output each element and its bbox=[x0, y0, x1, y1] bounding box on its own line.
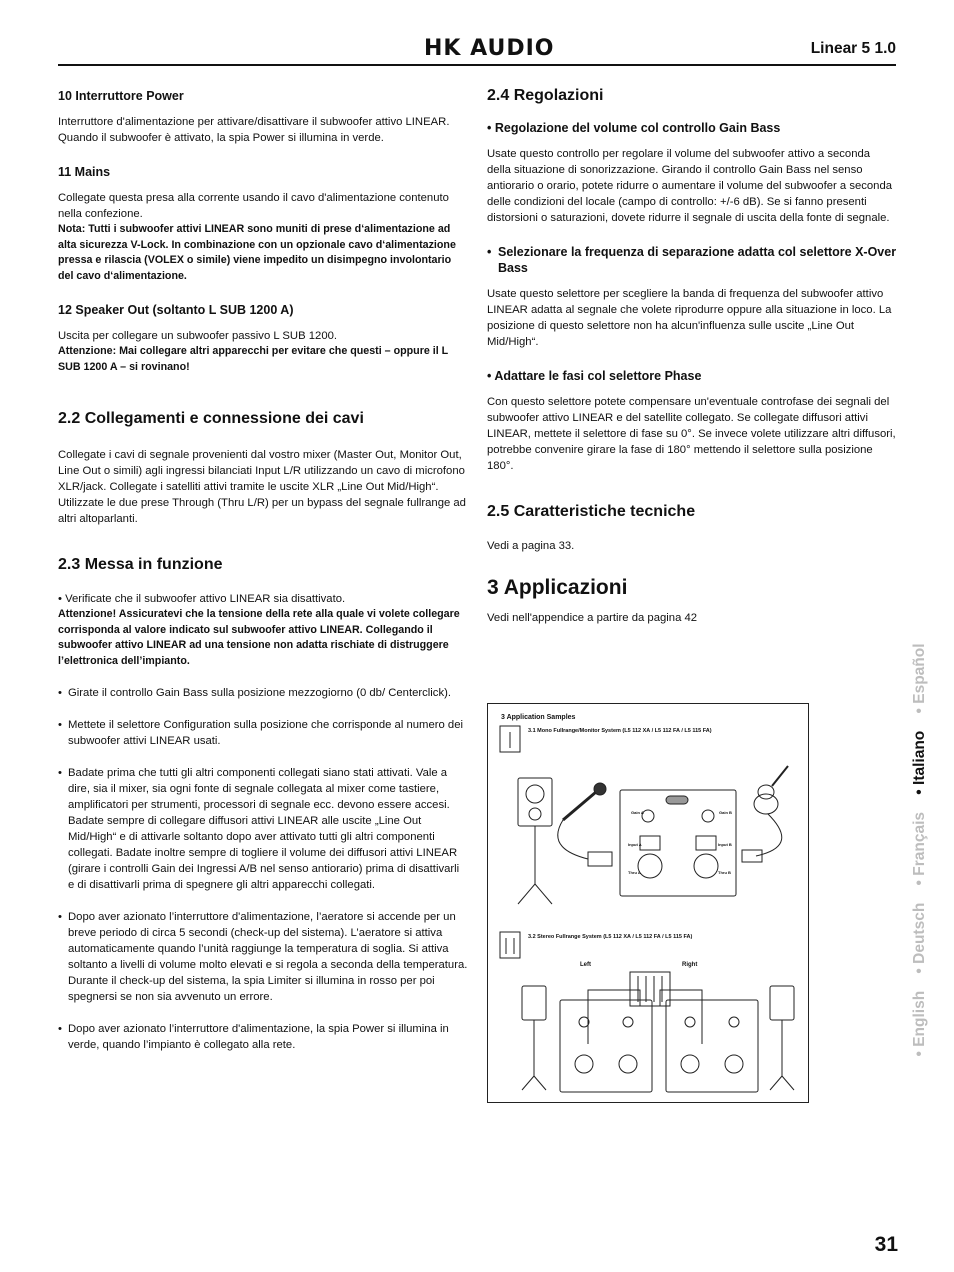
speaker-icon bbox=[522, 986, 546, 1090]
microphone-icon bbox=[558, 783, 612, 866]
section-11-heading: 11 Mains bbox=[58, 165, 111, 179]
section-3-body: Vedi nell'appendice a partire da pagina 42 bbox=[487, 612, 698, 624]
device-panel-left bbox=[560, 1000, 652, 1092]
stereo-system-icon bbox=[500, 932, 520, 958]
mixer-icon bbox=[630, 972, 670, 1006]
lang-espanol[interactable]: • Español bbox=[911, 643, 928, 714]
section-2-4-sub-2: • Selezionare la frequenza di separazione adatta col selettore X-Over Bass bbox=[487, 245, 897, 275]
speaker-icon bbox=[770, 986, 794, 1090]
device-panel-right bbox=[666, 1000, 758, 1092]
section-2-3-warning: Attenzione! Assicuratevi che la tensione della rete alla quale vi volete collegare corrisponda al valore indicato sul subwoofer attivo LINEAR. Collegando il subwoofer attivo LINEAR ad una tensione non adatta rischiate di distruggere l’elettronica dell’impianto. bbox=[58, 608, 460, 667]
section-10-body: Interruttore d'alimentazione per attivare/disattivare il subwoofer attivo LINEAR. Quando il subwoofer è attivato, la spia Power si illumina in verde. bbox=[58, 116, 450, 144]
section-2-4-body-3: Con questo selettore potete compensare un'eventuale controfase dei segnali del subwoofer attivo LINEAR e del satellite collegato. Se collegate diffusori attivi LINEAR, mettete il selettore di fase su 0°. Se invece volete utilizzare altri diffusori, potrebbe convenire girare la fase di 180° mettendo il selettore sulla posizione 180°. bbox=[487, 396, 896, 472]
gain-b-label: Gain B bbox=[719, 810, 732, 815]
language-sidebar bbox=[900, 600, 940, 1100]
section-11-body: Collegate questa presa alla corrente usando il cavo d'alimentazione contenuto nella confezione. bbox=[58, 192, 449, 220]
section-2-4-body-1: Usate questo controllo per regolare il volume del subwoofer attivo a seconda della situazione di sonorizzazione. Girando il controllo Gain Bass nel senso antiorario o orario, potete ridurre o aumentare il volume del subwoofer a seconda delle condizioni del locale (campo di controllo: +/-6 dB). Se si fanno presenti distorsioni o saturazioni, dovete ridurre il segnale di uscita della fonte di segnale. bbox=[487, 148, 893, 224]
input-b-label: Input B bbox=[718, 842, 732, 847]
lang-deutsch[interactable]: • Deutsch bbox=[911, 902, 928, 974]
language-tabs bbox=[911, 643, 929, 1056]
list-item: • Dopo aver azionato l’interruttore d'alimentazione, l’aeratore si accende per un breve periodo di circa 5 secondi (check-up del sistema). L’aeratore si attiva automaticamente quando l’unità raggiunge la temperatura di soglia. Si attiva soltanto a livelli di volume molto elevati e si regola a seconda della temperatura. Durante il check-up del sistema, la spia Limiter si illumina in rosso per poi spegnersi se non sia avvenuto un errore. bbox=[58, 911, 468, 1003]
left-column bbox=[58, 88, 468, 1069]
section-12-body: Uscita per collegare un subwoofer passivo L SUB 1200. bbox=[58, 330, 338, 342]
page-number: 31 bbox=[874, 1233, 898, 1256]
section-12-warning: Attenzione: Mai collegare altri apparecchi per evitare che questi – oppure il L SUB 1200 A – si rovinano! bbox=[58, 345, 449, 373]
section-10-heading: 10 Interruttore Power bbox=[58, 89, 184, 103]
section-2-2-heading: 2.2 Collegamenti e connessione dei cavi bbox=[58, 410, 364, 427]
lang-english[interactable]: • English bbox=[911, 990, 928, 1057]
list-item: • Girate il controllo Gain Bass sulla posizione mezzogiorno (0 db/ Centerclick). bbox=[58, 687, 452, 699]
diagram-drawing bbox=[488, 704, 808, 1102]
section-12-heading: 12 Speaker Out (soltanto L SUB 1200 A) bbox=[58, 303, 294, 317]
gain-a-label: Gain A bbox=[631, 810, 644, 815]
diagram-title: 3 Application Samples bbox=[501, 714, 576, 721]
list-item: • Badate prima che tutti gli altri componenti collegati siano stati attivati. Vale a dire, sia il mixer, sia ogni fonte di segnale collegata al mixer come tastiere, amplificatori per strumenti, processori di segnale ecc. devono essere accesi. Badate sempre di collegare diffusori attivi LINEAR alle uscite „Line Out Mid/High“ e di attivarle soltanto dopo aver attivato tutti gli altri componenti collegati. Badate inoltre sempre di togliere il volume dei diffusori attivi LINEAR (girare i controlli Gain dei Ingressi A/B nel senso antiorario) prima di disattivarli e di disattivarli prima di spegnere gli altri apparecchi collegati. bbox=[58, 767, 460, 891]
thru-b-label: Thru B bbox=[718, 870, 731, 875]
section-2-5-body: Vedi a pagina 33. bbox=[487, 540, 575, 552]
section-2-4-heading: 2.4 Regolazioni bbox=[487, 87, 604, 104]
section-2-4-body-2: Usate questo selettore per scegliere la banda di frequenza del subwoofer attivo LINEAR adatta al segnale che volete riprodurre oppure alla situazione in loco. La posizione di questo selettore non ha alcun'influenza sulle uscite „Line Out Mid/High“. bbox=[487, 288, 892, 348]
section-2-4-sub-3: • Adattare le fasi col selettore Phase bbox=[487, 369, 702, 383]
diagram-sub-2: 3.2 Stereo Fullrange System (L5 112 XA / L5 112 FA / L5 115 FA) bbox=[528, 934, 693, 940]
application-diagram bbox=[487, 703, 809, 1103]
input-a-label: Input A bbox=[628, 842, 642, 847]
model-label: Linear 5 1.0 bbox=[810, 40, 896, 57]
section-11-note: Nota: Tutti i subwoofer attivi LINEAR sono muniti di prese d‘alimentazione ad alta sicurezza V-Lock. In combinazione con un opzionale cavo d‘alimentazione pressa e rilascia (VOLEX o simile) viene impedito un disimpegno involontario del cavo d‘alimentazione. bbox=[58, 223, 456, 282]
right-column bbox=[487, 88, 897, 637]
section-2-2-body: Collegate i cavi di segnale provenienti dal vostro mixer (Master Out, Monitor Out, Line Out o simili) agli ingressi bilanciati Input L/R utilizzando un cavo di microfono XLR/jack. Collegate i satelliti attivi tramite le uscite XLR „Line Out Mid/High“. Utilizzate le due prese Through (Thru L/R) per un bypass del segnale fullrange ad altri altoparlanti. bbox=[58, 449, 466, 525]
section-3-heading: 3 Applicazioni bbox=[487, 576, 628, 599]
header-rule bbox=[58, 64, 896, 66]
right-label: Right bbox=[682, 962, 698, 968]
lang-italiano[interactable]: • Italiano bbox=[911, 730, 928, 795]
brand-logo: HK AUDIO bbox=[424, 36, 555, 61]
section-2-3-bullet-1: • Verificate che il subwoofer attivo LINEAR sia disattivato. bbox=[58, 593, 346, 605]
speaker-icon bbox=[518, 778, 552, 904]
guitar-icon bbox=[742, 766, 788, 862]
list-item: • Dopo aver azionato l’interruttore d'alimentazione, la spia Power si illumina in verde, quando l’impianto è collegato alla rete. bbox=[58, 1023, 449, 1051]
diagram-sub-1: 3.1 Mono Fullrange/Monitor System (L5 112 XA / L5 112 FA / L5 115 FA) bbox=[528, 728, 712, 734]
list-item: • Mettete il selettore Configuration sulla posizione che corrisponde al numero dei subwoofer attivi LINEAR usati. bbox=[58, 719, 463, 747]
left-label: Left bbox=[580, 962, 591, 968]
lang-francais[interactable]: • Français bbox=[911, 811, 928, 886]
section-2-3-heading: 2.3 Messa in funzione bbox=[58, 556, 223, 573]
section-2-4-sub-1: • Regolazione del volume col controllo Gain Bass bbox=[487, 121, 781, 135]
section-2-5-heading: 2.5 Caratteristiche tecniche bbox=[487, 503, 696, 520]
thru-a-label: Thru A bbox=[628, 870, 641, 875]
